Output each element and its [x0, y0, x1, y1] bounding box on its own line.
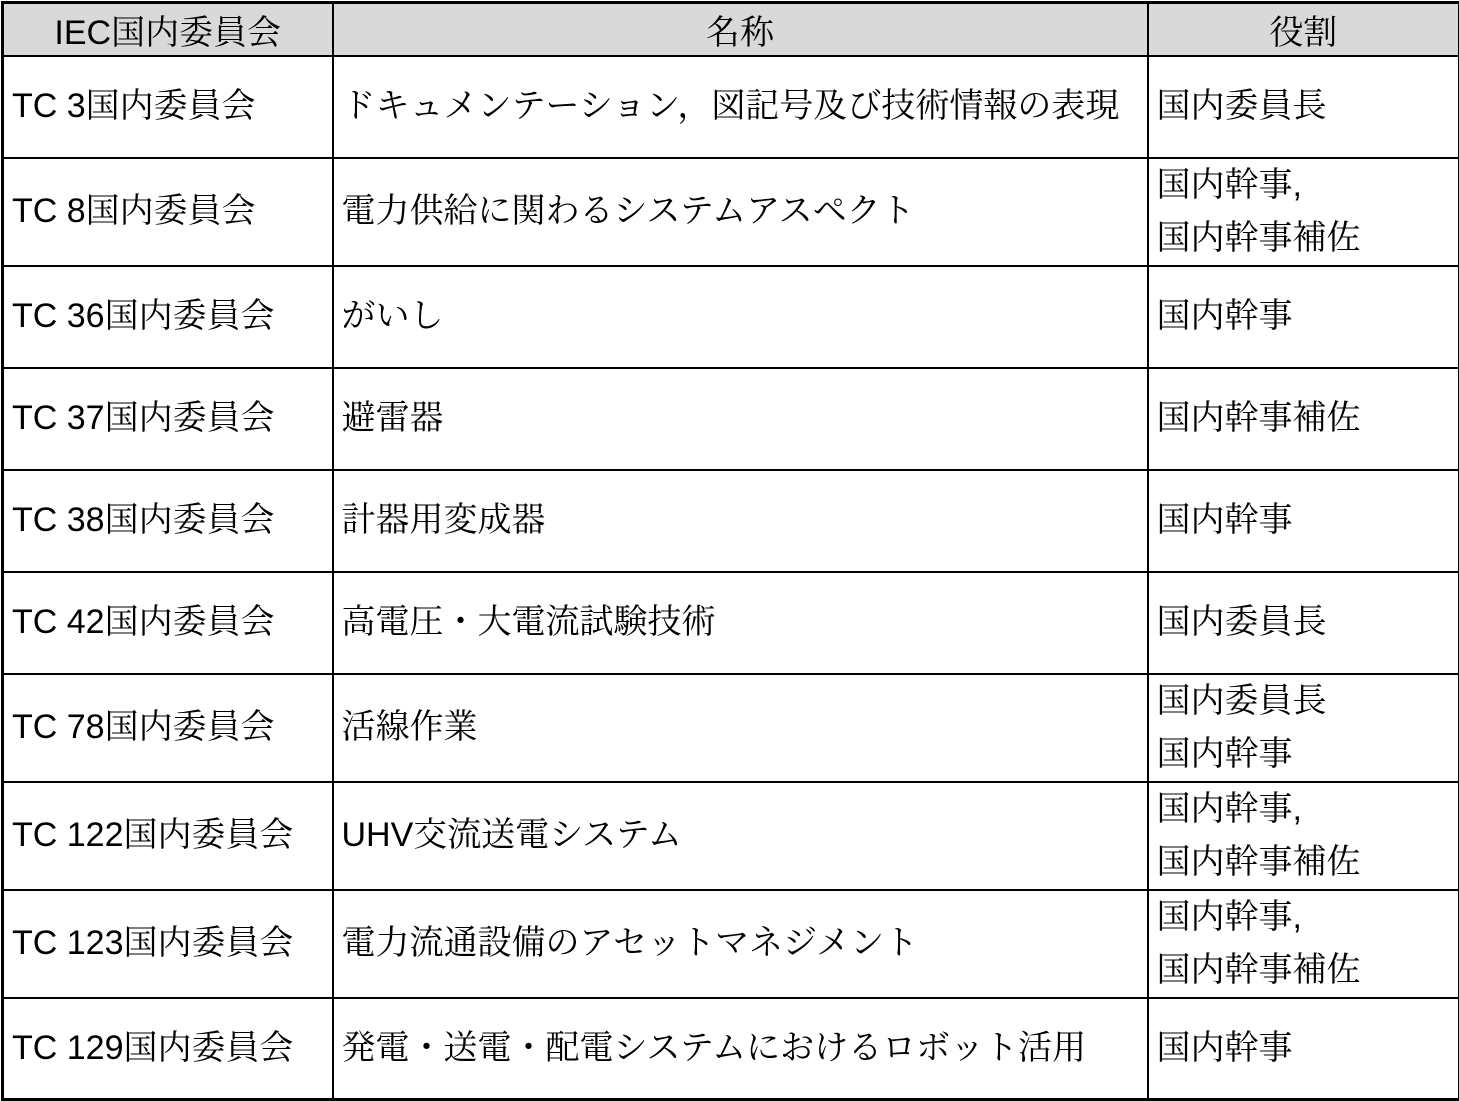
- table-row: [3, 998, 1459, 1100]
- role-cell: [1148, 572, 1459, 674]
- name-cell: UHV交流送電システム: [333, 782, 1148, 890]
- role-cell: [1148, 56, 1459, 158]
- committee-cell: TC 36国内委員会: [3, 266, 333, 368]
- role-line: 国内幹事: [1157, 494, 1459, 547]
- table-row: [3, 890, 1459, 998]
- committee-cell: TC 42国内委員会: [3, 572, 333, 674]
- committee-cell: TC 122国内委員会: [3, 782, 333, 890]
- role-cell: [1148, 782, 1459, 890]
- role-line: 国内幹事補佐: [1157, 836, 1459, 889]
- table-row: [3, 56, 1459, 158]
- committee-cell: TC 37国内委員会: [3, 368, 333, 470]
- header-committee: IEC国内委員会: [3, 3, 333, 56]
- role-line: 国内幹事: [1157, 1022, 1459, 1075]
- role-cell: [1148, 890, 1459, 998]
- role-line: 国内幹事補佐: [1157, 944, 1459, 997]
- committee-cell: TC 8国内委員会: [3, 158, 333, 266]
- name-cell: 避雷器: [333, 368, 1148, 470]
- table-row: [3, 368, 1459, 470]
- name-cell: 活線作業: [333, 674, 1148, 782]
- role-line: 国内委員長: [1157, 675, 1459, 728]
- committee-cell: TC 78国内委員会: [3, 674, 333, 782]
- name-cell: 発電・送電・配電システムにおけるロボット活用: [333, 998, 1148, 1100]
- role-line: 国内幹事,: [1157, 891, 1459, 944]
- table-row: [3, 266, 1459, 368]
- role-cell: [1148, 998, 1459, 1100]
- committee-cell: TC 3国内委員会: [3, 56, 333, 158]
- name-cell: 電力流通設備のアセットマネジメント: [333, 890, 1148, 998]
- table-row: [3, 572, 1459, 674]
- role-cell: [1148, 266, 1459, 368]
- name-cell: 高電圧・大電流試験技術: [333, 572, 1148, 674]
- role-line: 国内幹事: [1157, 290, 1459, 343]
- table-row: [3, 470, 1459, 572]
- header-role: 役割: [1148, 3, 1459, 56]
- table-row: [3, 782, 1459, 890]
- table-body: [3, 56, 1459, 1100]
- header-name: 名称: [333, 3, 1148, 56]
- role-line: 国内幹事,: [1157, 159, 1459, 212]
- header-row: [3, 3, 1459, 56]
- role-line: 国内幹事補佐: [1157, 392, 1459, 445]
- name-cell: 計器用変成器: [333, 470, 1148, 572]
- committee-cell: TC 123国内委員会: [3, 890, 333, 998]
- committee-cell: TC 38国内委員会: [3, 470, 333, 572]
- iec-committee-table: [1, 1, 1459, 1101]
- role-line: 国内幹事: [1157, 728, 1459, 781]
- role-line: 国内幹事補佐: [1157, 212, 1459, 265]
- role-cell: [1148, 470, 1459, 572]
- role-line: 国内委員長: [1157, 80, 1459, 133]
- role-cell: [1148, 368, 1459, 470]
- name-cell: ドキュメンテーション，図記号及び技術情報の表現: [333, 56, 1148, 158]
- role-cell: [1148, 158, 1459, 266]
- name-cell: 電力供給に関わるシステムアスペクト: [333, 158, 1148, 266]
- committee-cell: TC 129国内委員会: [3, 998, 333, 1100]
- name-cell: がいし: [333, 266, 1148, 368]
- table-row: [3, 158, 1459, 266]
- role-line: 国内幹事,: [1157, 783, 1459, 836]
- role-line: 国内委員長: [1157, 596, 1459, 649]
- table-row: [3, 674, 1459, 782]
- role-cell: [1148, 674, 1459, 782]
